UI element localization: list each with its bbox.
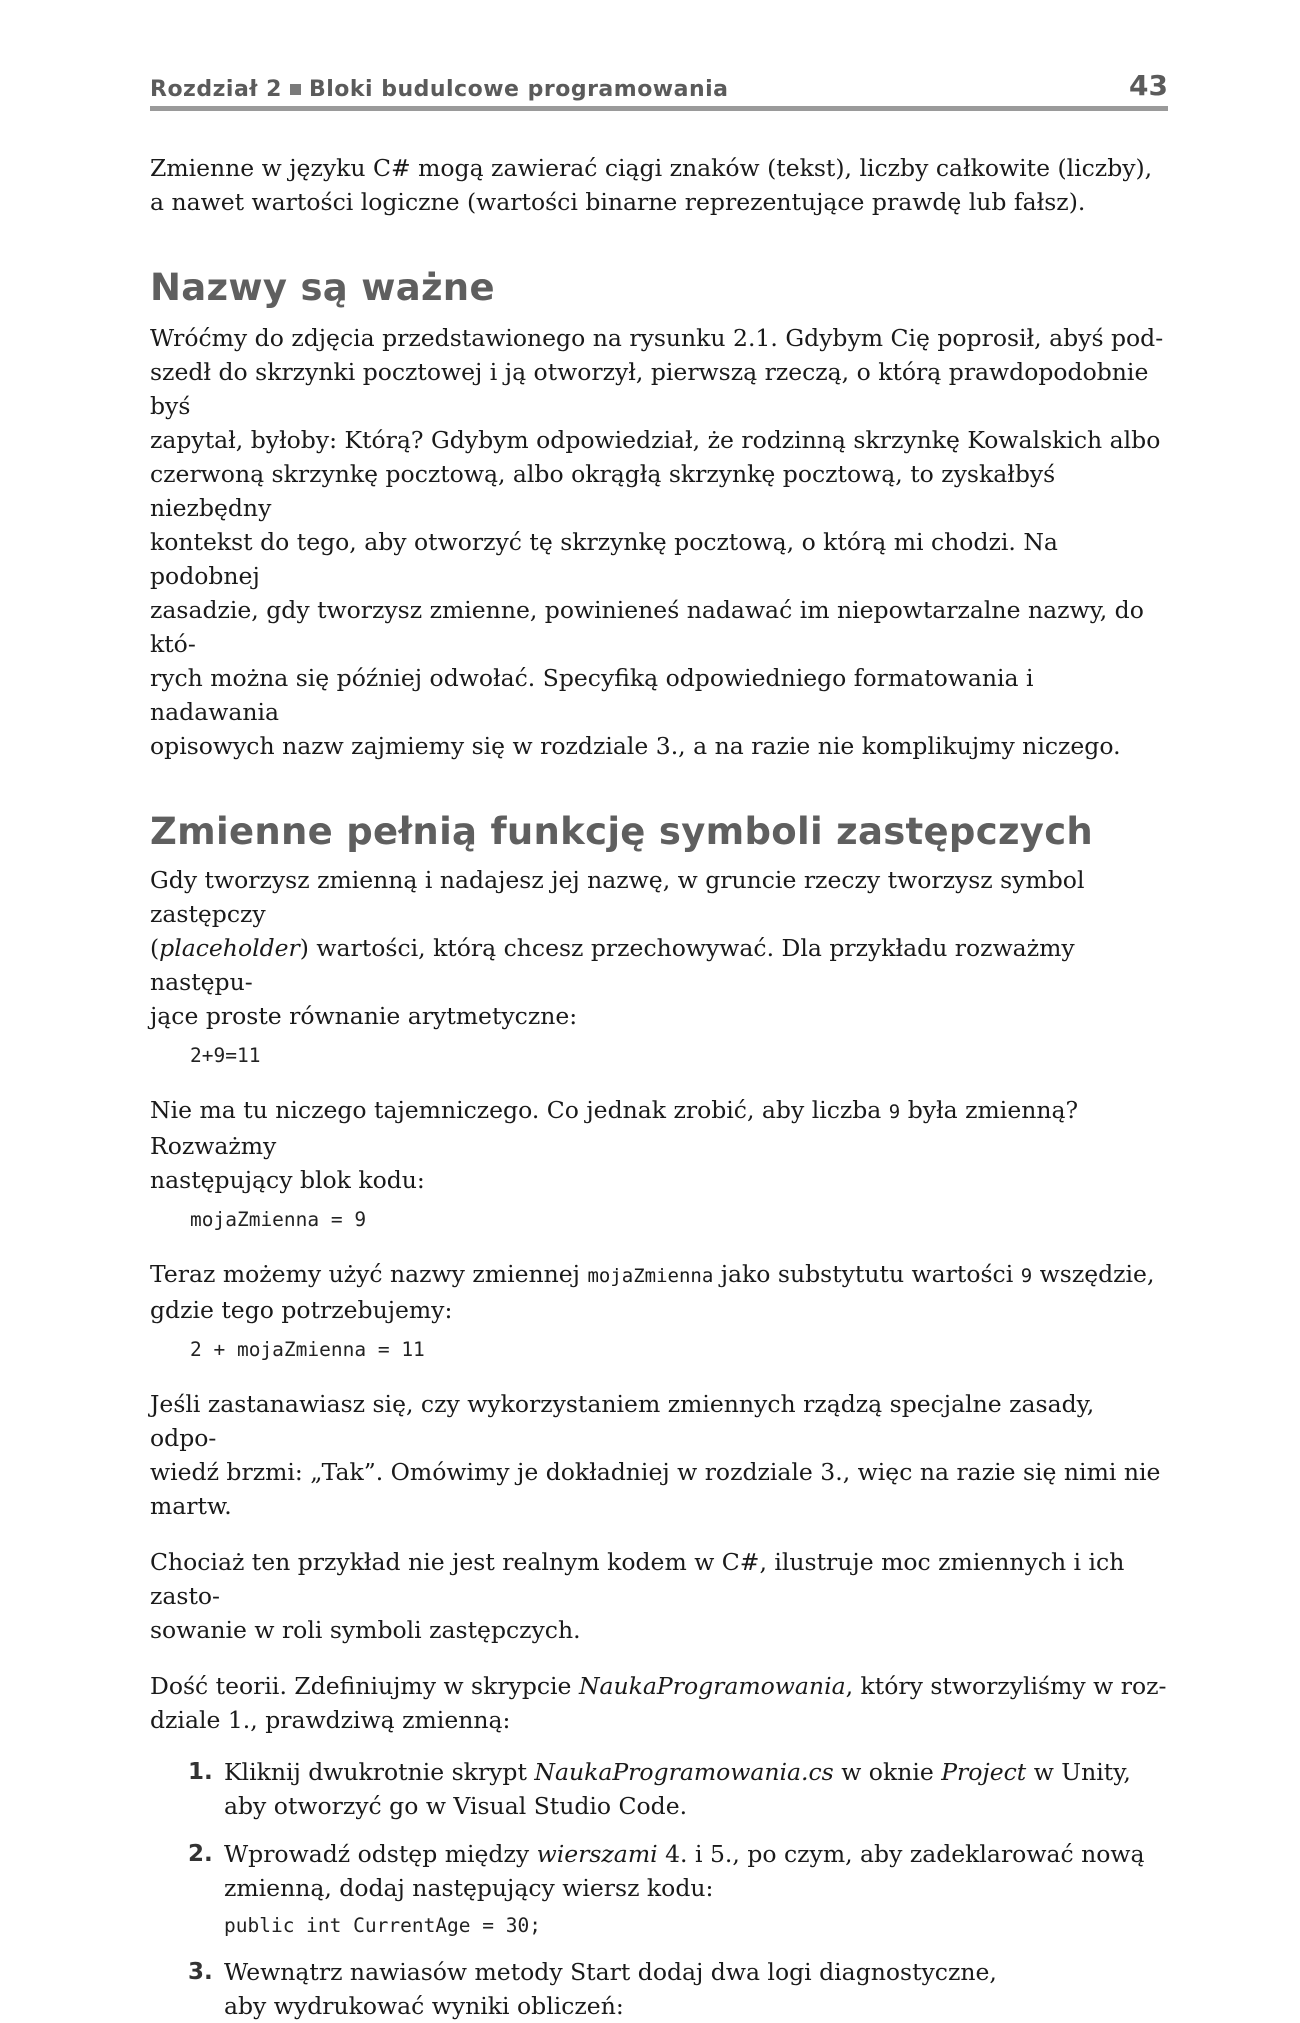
text-line: dziale 1., prawdziwą zmienną: <box>150 1706 511 1734</box>
text-line: Wewnątrz nawiasów metody Start dodaj dwa logi diagnostyczne, <box>224 1958 997 1986</box>
text-line: czerwoną skrzynkę pocztową, albo okrągłą skrzynkę pocztową, to zyskałbyś niezbędny <box>150 460 1056 522</box>
text-line: szedł do skrzynki pocztowej i ją otworzył, pierwszą rzeczą, o którą prawdopodobnie byś <box>150 358 1149 420</box>
text-span: w Unity, <box>1026 1758 1131 1786</box>
intro-paragraph <box>150 151 1168 219</box>
code-line-declaration: public int CurrentAge = 30; <box>224 1914 541 1937</box>
text-line: rych można się później odwołać. Specyfiką odpowiedniego formatowania i nadawania <box>150 664 1034 726</box>
text-line: wiedź brzmi: „Tak”. Omówimy je dokładniej w rozdziale 3., więc na razie się nimi nie <box>150 1458 1161 1486</box>
text-span: wszędzie, <box>1032 1260 1155 1288</box>
rules-paragraph <box>150 1387 1168 1523</box>
step-item <box>188 1955 1168 2023</box>
text-line: Chociaż ten przykład nie jest realnym kodem w C#, ilustruje moc zmiennych i ich zasto- <box>150 1548 1125 1610</box>
emphasis-term: NaukaProgramowania <box>578 1672 846 1700</box>
text-span: Dość teorii. Zdefiniujmy w skrypcie <box>150 1672 579 1700</box>
step-text <box>224 1755 1168 1823</box>
text-line: Jeśli zastanawiasz się, czy wykorzystaniem zmiennych rządzą specjalne zasady, odpo- <box>150 1390 1095 1452</box>
text-line: Gdy tworzysz zmienną i nadajesz jej nazwę, w gruncie rzeczy tworzysz symbol zastępczy <box>150 866 1085 928</box>
code-line-sum: 2 + mojaZmienna = 11 <box>190 1338 425 1361</box>
inline-code: 9 <box>1020 1265 1033 1287</box>
chapter-label: Rozdział 2 <box>150 77 282 102</box>
example-paragraph <box>150 1545 1168 1647</box>
page-number: 43 <box>1129 69 1168 102</box>
text-span: ( <box>150 934 160 962</box>
text-line: jące proste równanie arytmetyczne: <box>150 1002 578 1030</box>
text-line: a nawet wartości logiczne (wartości binarne reprezentujące prawdę lub fałsz). <box>150 188 1086 216</box>
book-page <box>150 62 1168 2023</box>
emphasis-term: NaukaProgramowania.cs <box>534 1758 834 1786</box>
text-span: Wprowadź odstęp między <box>224 1840 537 1868</box>
text-line: zmienną, dodaj następujący wiersz kodu: <box>224 1874 714 1902</box>
code-line-equation: 2+9=11 <box>190 1044 261 1067</box>
square-bullet-icon <box>290 84 301 95</box>
text-line: opisowych nazw zajmiemy się w rozdziale 3., a na razie nie komplikujmy niczego. <box>150 732 1121 760</box>
steps-list <box>150 1755 1168 2023</box>
text-span: Nie ma tu niczego tajemniczego. Co jednak zrobić, aby liczba <box>150 1096 889 1124</box>
chapter-title: Bloki budulcowe programowania <box>308 77 729 102</box>
step-item <box>188 1837 1168 1941</box>
text-line: sowanie w roli symboli zastępczych. <box>150 1616 581 1644</box>
text-line: martw. <box>150 1492 232 1520</box>
step-number: 2. <box>188 1841 213 1867</box>
text-span: była zmienną? Rozważmy <box>150 1096 1079 1160</box>
names-paragraph <box>150 321 1168 763</box>
text-span: jako substytutu wartości <box>713 1260 1021 1288</box>
code-line-assignment: mojaZmienna = 9 <box>190 1208 367 1231</box>
step-text <box>224 1955 1168 2023</box>
placeholder-paragraph <box>150 863 1168 1033</box>
text-span: 4. i 5., po czym, aby zadeklarować nową <box>657 1840 1145 1868</box>
section-heading-placeholders: Zmienne pełnią funkcję symboli zastępczych <box>150 810 1094 853</box>
text-line: Wróćmy do zdjęcia przedstawionego na rysunku 2.1. Gdybym Cię poprosił, abyś pod- <box>150 324 1164 352</box>
step-number: 1. <box>188 1759 213 1785</box>
mystery-paragraph <box>150 1093 1168 1197</box>
text-line: Zmienne w języku C# mogą zawierać ciągi znaków (tekst), liczby całkowite (liczby), <box>150 154 1153 182</box>
theory-paragraph <box>150 1669 1168 1737</box>
text-line: kontekst do tego, aby otworzyć tę skrzynkę pocztową, o którą mi chodzi. Na podobnej <box>150 528 1058 590</box>
inline-code: 9 <box>888 1101 901 1123</box>
text-span: Teraz możemy użyć nazwy zmiennej <box>150 1260 588 1288</box>
text-line: zapytał, byłoby: Którą? Gdybym odpowiedział, że rodzinną skrzynkę Kowalskich albo <box>150 426 1161 454</box>
step-text <box>224 1837 1168 1941</box>
text-span: Kliknij dwukrotnie skrypt <box>224 1758 535 1786</box>
text-line: aby otworzyć go w Visual Studio Code. <box>224 1792 688 1820</box>
emphasis-term: placeholder <box>159 934 300 962</box>
text-line: następujący blok kodu: <box>150 1166 425 1194</box>
text-span: , który stworzyliśmy w roz- <box>845 1672 1167 1700</box>
step-number: 3. <box>188 1959 213 1985</box>
text-line: aby wydrukować wyniki obliczeń: <box>224 1992 624 2020</box>
section-heading-names: Nazwy są ważne <box>150 266 495 309</box>
step-item <box>188 1755 1168 1823</box>
text-line: gdzie tego potrzebujemy: <box>150 1296 453 1324</box>
text-span: ) wartości, którą chcesz przechowywać. Dla przykładu rozważmy następu- <box>150 934 1075 996</box>
text-span: w oknie <box>833 1758 942 1786</box>
inline-code: mojaZmienna <box>587 1265 714 1287</box>
emphasis-term: Project <box>941 1758 1027 1786</box>
emphasis-term: wierszami <box>536 1840 658 1868</box>
text-line: zasadzie, gdy tworzysz zmienne, powinieneś nadawać im niepowtarzalne nazwy, do któ- <box>150 596 1144 658</box>
running-header <box>150 62 1168 111</box>
substitute-paragraph <box>150 1257 1168 1327</box>
chapter-heading <box>150 77 729 102</box>
